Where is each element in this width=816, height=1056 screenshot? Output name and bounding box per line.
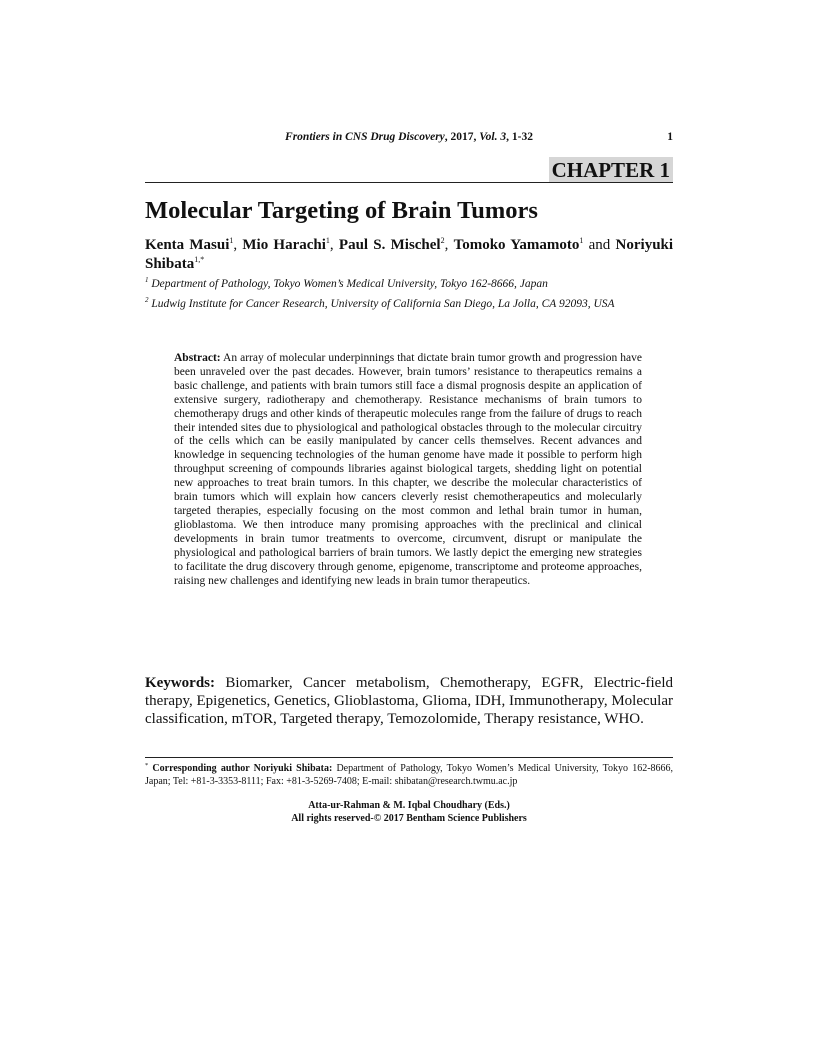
page-number: 1 xyxy=(667,131,673,143)
footnote-text: Department of Pathology, Tokyo Women’s Medical University, Tokyo 162-8666, Japan; Tel: +81-3-3353-8111; Fax: +81-3-5269-7408; E-mail: shibatan@research.twmu.ac.jp xyxy=(145,763,674,787)
corresponding-author-footnote xyxy=(145,762,673,788)
abstract-label: Abstract: xyxy=(174,352,221,364)
journal-year: 2017 xyxy=(450,131,474,143)
affiliation-text: Ludwig Institute for Cancer Research, University of California San Diego, La Jolla, CA 92093, USA xyxy=(151,298,615,310)
keywords xyxy=(145,674,673,728)
abstract-text: An array of molecular underpinnings that dictate brain tumor growth and progression have been unraveled over the past decades. However, brain tumors’ resistance to therapeutics remains a basic challenge, and patients with brain tumors still face a dismal prognosis despite an application of extensive surgery, radiotherapy and chemotherapy. Resistance mechanisms of brain tumors to chemotherapy drugs and other kinds of therapeutic molecules range from the failure of drugs to reach their intended sites due to physiological and pathological obstacles through to the molecular circuitry of the cells which can be easily manipulated by cancer cells themselves. Recent advances and knowledge in sequencing technologies of the human genome have made it possible to perform high throughput screening of compounds libraries against biological targets, shedding light on potential new approaches to treat brain tumors. In this chapter, we describe the molecular characteristics of brain tumors which will explain how cancers cleverly resist chemotherapeutics and molecularly targeted therapies, especially focusing on the most common and lethal brain tumor in human, glioblastoma. We then introduce many promising approaches with the preclinical and clinical developments in brain tumor treatments to overcome, circumvent, disrupt or manipulate the physiological and pathological barriers of brain tumors. We lastly depict the emerging new strategies to facilitate the drug discovery through genome, epigenome, transcriptome and proteome approaches, raising new challenges and identifying new leads in brain tumor therapeutics. xyxy=(174,352,642,587)
footnote-mark: * xyxy=(145,762,149,769)
header-divider xyxy=(145,182,673,183)
author-affiliation-mark: 1 xyxy=(229,236,234,245)
author-affiliation-mark: 2 xyxy=(440,236,445,245)
journal-citation: Frontiers in CNS Drug Discovery, 2017, Vol. 3, 1-32 xyxy=(285,131,533,143)
footnote-divider xyxy=(145,757,673,758)
journal-pages: 1-32 xyxy=(511,131,533,143)
author-affiliation-mark: 1,* xyxy=(194,255,205,264)
affiliation xyxy=(145,296,673,312)
publisher-credit xyxy=(145,799,673,825)
author-list: Kenta Masui$^1$, Mio Harachi$^1$, Paul S. Mischel$^2$, Tomoko Yamamoto$^1$ and Noriyuki Shibata$^{1,*}$ xyxy=(145,236,674,272)
chapter-title: Molecular Targeting of Brain Tumors xyxy=(145,197,538,224)
copyright-line: All rights reserved-© 2017 Bentham Science Publishers xyxy=(291,813,527,824)
abstract xyxy=(174,352,642,588)
author-affiliation-mark: 1 xyxy=(325,236,330,245)
editors-line: Atta-ur-Rahman & M. Iqbal Choudhary (Eds.) xyxy=(308,800,510,811)
journal-volume: Vol. 3 xyxy=(479,131,507,143)
keywords-text: Biomarker, Cancer metabolism, Chemotherapy, EGFR, Electric-field therapy, Epigenetics, Genetics, Glioblastoma, Glioma, IDH, Immunotherapy, Molecular classification, mTOR, Targeted therapy, Temozolomide, Therapy resistance, WHO. xyxy=(145,675,673,727)
affiliation xyxy=(145,276,673,292)
affiliation-text: Department of Pathology, Tokyo Women’s Medical University, Tokyo 162-8666, Japan xyxy=(151,278,548,290)
keywords-label: Keywords: xyxy=(145,675,215,691)
author-affiliation-mark: 1 xyxy=(579,236,584,245)
affiliation-number: 2 xyxy=(145,296,149,304)
footnote-label: Corresponding author Noriyuki Shibata: xyxy=(152,763,333,774)
author-name: Mio Harachi xyxy=(242,237,326,253)
author-name: Paul S. Mischel xyxy=(338,237,441,253)
affiliation-number: 1 xyxy=(145,276,149,284)
journal-name: Frontiers in CNS Drug Discovery xyxy=(285,131,445,143)
author-name: Noriyuki Shibata xyxy=(145,237,674,272)
author-connector: and xyxy=(588,237,611,253)
author-name: Tomoko Yamamoto xyxy=(453,237,580,253)
chapter-label: CHAPTER 1 xyxy=(549,157,673,182)
author-name: Kenta Masui xyxy=(145,237,230,253)
